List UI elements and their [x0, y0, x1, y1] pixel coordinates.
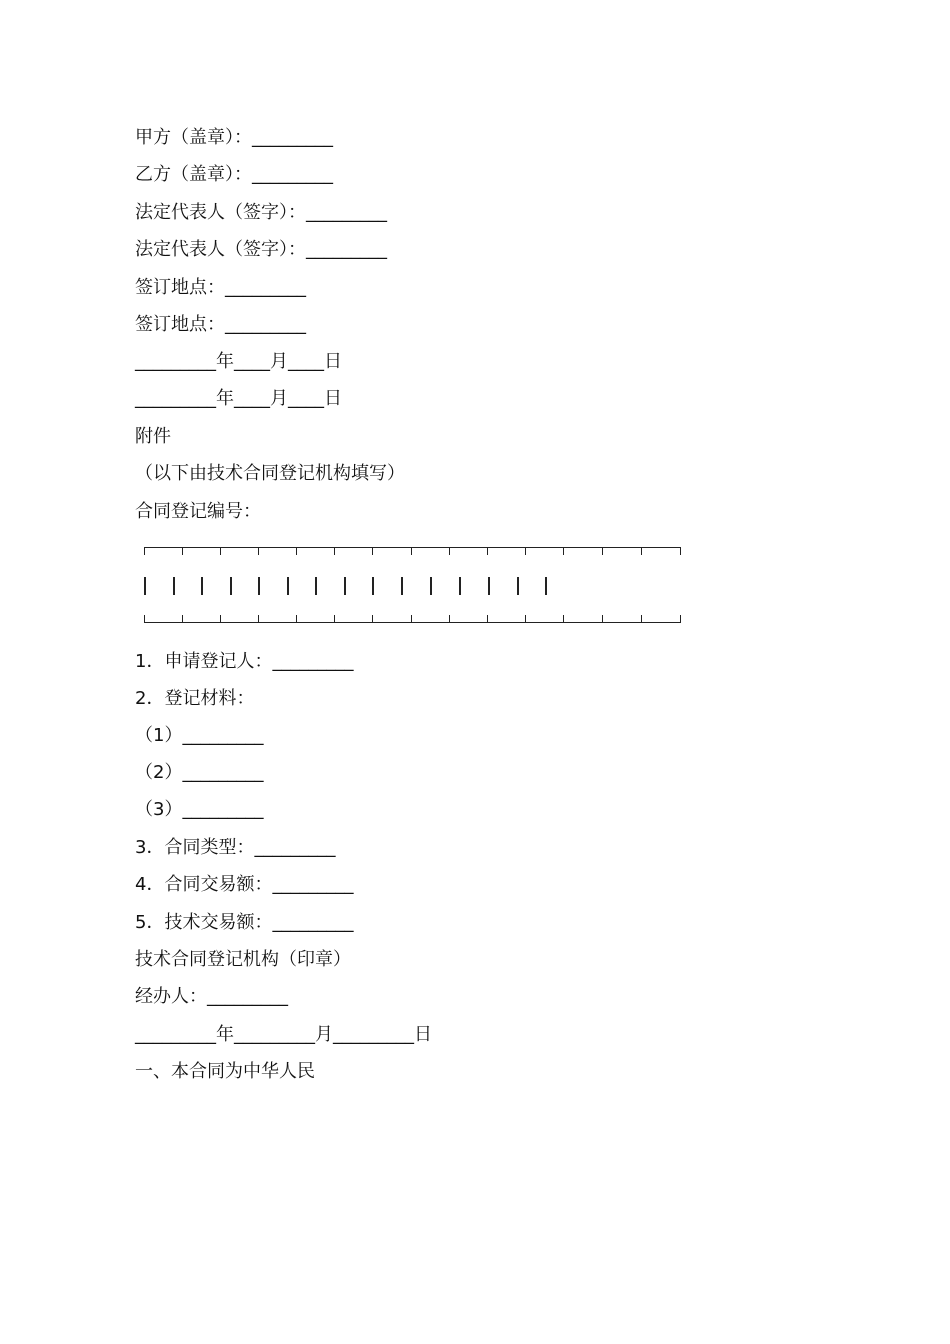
handler-field: 经办人：_________ — [135, 986, 288, 1007]
materials-heading: 2．登记材料： — [135, 688, 255, 709]
material-item-1: （1）_________ — [135, 725, 264, 746]
date-line-a: _________年____月____日 — [135, 351, 342, 372]
grid-bottom-tick — [372, 615, 373, 623]
grid-bottom-tick — [487, 615, 488, 623]
signing-place-a: 签订地点：_________ — [135, 277, 306, 298]
signing-place-b: 签订地点：_________ — [135, 314, 306, 335]
grid-bottom-tick — [525, 615, 526, 623]
grid-bottom-tick — [563, 615, 564, 623]
grid-cell-divider — [344, 577, 346, 595]
grid-top-tick — [487, 547, 488, 555]
appendix-heading: 附件 — [135, 426, 171, 447]
grid-cell-divider — [173, 577, 175, 595]
grid-cell-divider — [144, 577, 146, 595]
contract-amount-field: 4．合同交易额：_________ — [135, 874, 354, 895]
grid-cell-divider — [372, 577, 374, 595]
registration-number-label: 合同登记编号： — [135, 501, 261, 522]
grid-bottom-tick — [449, 615, 450, 623]
grid-cell-divider — [459, 577, 461, 595]
tech-amount-field: 5．技术交易额：_________ — [135, 912, 354, 933]
grid-top-rule — [144, 547, 681, 548]
legal-rep-signature-b: 法定代表人（签字）：_________ — [135, 239, 387, 260]
grid-top-tick — [334, 547, 335, 555]
grid-top-tick — [602, 547, 603, 555]
grid-cell-divider — [258, 577, 260, 595]
grid-top-tick — [296, 547, 297, 555]
grid-top-tick — [641, 547, 642, 555]
grid-cell-divider — [517, 577, 519, 595]
grid-top-tick — [680, 547, 681, 555]
grid-top-tick — [144, 547, 145, 555]
legal-rep-signature-a: 法定代表人（签字）：_________ — [135, 202, 387, 223]
grid-cell-divider — [287, 577, 289, 595]
grid-bottom-tick — [641, 615, 642, 623]
grid-bottom-tick — [334, 615, 335, 623]
grid-bottom-tick — [411, 615, 412, 623]
grid-top-tick — [258, 547, 259, 555]
grid-top-tick — [372, 547, 373, 555]
date-line-b: _________年____月____日 — [135, 388, 342, 409]
grid-top-tick — [525, 547, 526, 555]
material-item-2: （2）_________ — [135, 762, 264, 783]
grid-bottom-tick — [220, 615, 221, 623]
grid-cell-divider — [230, 577, 232, 595]
appendix-note: （以下由技术合同登记机构填写） — [135, 463, 405, 484]
grid-top-tick — [182, 547, 183, 555]
grid-top-tick — [563, 547, 564, 555]
contract-type-field: 3．合同类型：_________ — [135, 837, 336, 858]
grid-bottom-tick — [296, 615, 297, 623]
grid-bottom-tick — [258, 615, 259, 623]
grid-top-tick — [220, 547, 221, 555]
grid-cell-divider — [545, 577, 547, 595]
material-item-3: （3）_________ — [135, 799, 264, 820]
grid-top-tick — [449, 547, 450, 555]
grid-bottom-tick — [182, 615, 183, 623]
grid-top-tick — [411, 547, 412, 555]
grid-bottom-tick — [144, 615, 145, 623]
date-line-c: _________年_________月_________日 — [135, 1024, 432, 1045]
grid-bottom-tick — [680, 615, 681, 623]
grid-cell-divider — [488, 577, 490, 595]
clause-one: 一、本合同为中华人民 — [135, 1061, 315, 1082]
party-a-seal: 甲方（盖章）：_________ — [135, 127, 333, 148]
party-b-seal: 乙方（盖章）：_________ — [135, 164, 333, 185]
grid-cell-divider — [315, 577, 317, 595]
grid-bottom-tick — [602, 615, 603, 623]
grid-cell-divider — [401, 577, 403, 595]
grid-cell-divider — [201, 577, 203, 595]
applicant-field: 1．申请登记人：_________ — [135, 651, 354, 672]
grid-bottom-rule — [144, 622, 681, 623]
grid-cell-divider — [430, 577, 432, 595]
registry-seal: 技术合同登记机构（印章） — [135, 949, 351, 970]
